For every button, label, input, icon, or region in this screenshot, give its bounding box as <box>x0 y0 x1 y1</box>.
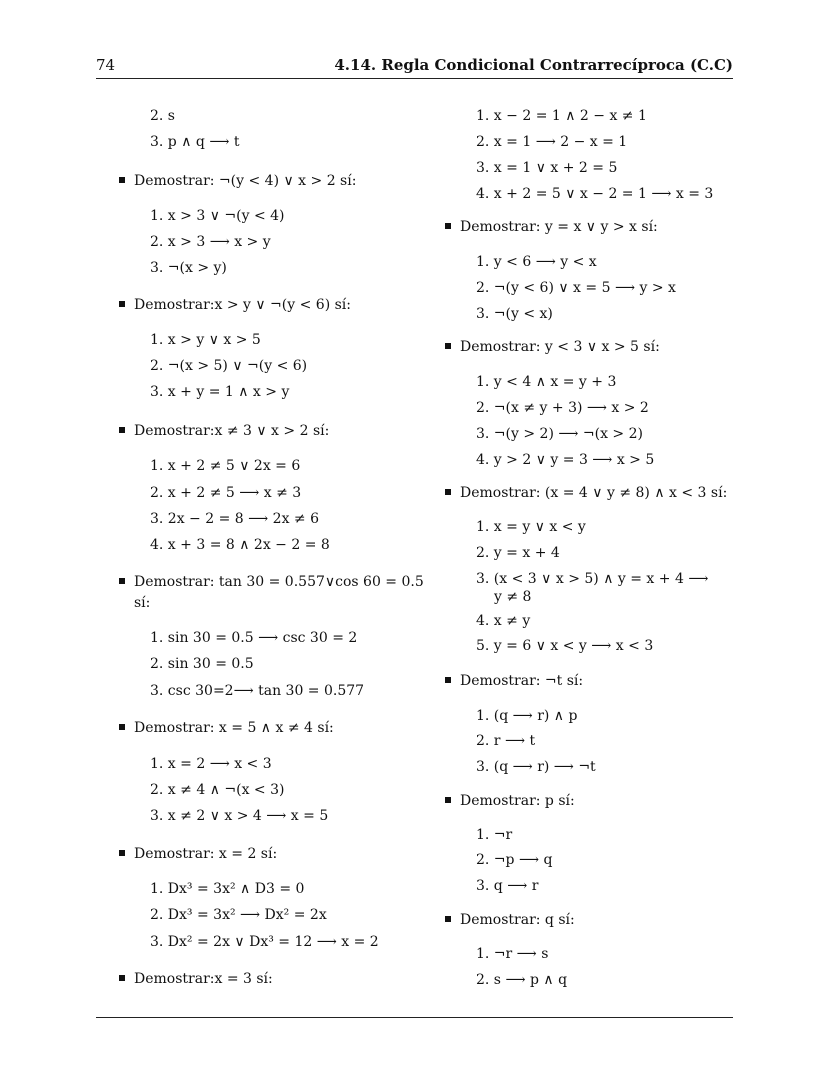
bullet-heading <box>445 911 575 929</box>
list-item: 2. s ⟶ p ∧ q <box>476 972 568 988</box>
list-item: 1. x = 2 ⟶ x < 3 <box>150 756 272 772</box>
bullet-text: Demostrar: y < 3 ∨ x > 5 sí: <box>460 339 660 355</box>
bullet-text: Demostrar: ¬(y < 4) ∨ x > 2 sí: <box>134 173 357 189</box>
list-item: 1. y < 4 ∧ x = y + 3 <box>476 374 617 390</box>
page-number: 74 <box>96 56 116 74</box>
list-item: 1. x > y ∨ x > 5 <box>150 332 261 348</box>
list-item: 3. x = 1 ∨ x + 2 = 5 <box>476 160 618 176</box>
bullet-heading <box>119 172 356 190</box>
bullet-text: Demostrar: tan 30 = 0.557∨cos 60 = 0.5 <box>134 574 424 590</box>
running-title: 4.14. Regla Condicional Contrarrecíproca (C.C) <box>334 56 733 74</box>
bullet-icon <box>119 975 125 981</box>
bullet-text: Demostrar: ¬t sí: <box>460 673 584 689</box>
bullet-heading <box>445 218 658 236</box>
bullet-icon <box>445 343 451 349</box>
list-item: 4. y > 2 ∨ y = 3 ⟶ x > 5 <box>476 452 655 468</box>
bullet-icon <box>445 489 451 495</box>
bullet-icon <box>445 797 451 803</box>
bullet-icon <box>445 916 451 922</box>
header-rule <box>96 78 733 79</box>
bullet-icon <box>119 177 125 183</box>
list-item: 3. p ∧ q ⟶ t <box>150 134 240 150</box>
list-item: 3. ¬(y < x) <box>476 306 553 322</box>
list-item: 2. y = x + 4 <box>476 545 560 561</box>
bullet-icon <box>119 724 125 730</box>
list-item: 3. Dx² = 2x ∨ Dx³ = 12 ⟶ x = 2 <box>150 934 379 950</box>
list-item: 4. x + 2 = 5 ∨ x − 2 = 1 ⟶ x = 3 <box>476 186 714 202</box>
bullet-icon <box>445 223 451 229</box>
list-item: 4. x ≠ y <box>476 613 531 629</box>
list-item: 3. ¬(y > 2) ⟶ ¬(x > 2) <box>476 426 643 442</box>
bullet-text: Demostrar: q sí: <box>460 912 575 928</box>
list-item: 1. x + 2 ≠ 5 ∨ 2x = 6 <box>150 458 301 474</box>
bullet-text: Demostrar: p sí: <box>460 793 575 809</box>
list-item: 1. y < 6 ⟶ y < x <box>476 254 597 270</box>
bullet-text: Demostrar: y = x ∨ y > x sí: <box>460 219 658 235</box>
list-item: 3. 2x − 2 = 8 ⟶ 2x ≠ 6 <box>150 511 319 527</box>
list-item: 3. q ⟶ r <box>476 878 539 894</box>
list-item: 1. (q ⟶ r) ∧ p <box>476 708 578 724</box>
bullet-heading <box>119 845 277 863</box>
list-item: 3. x + y = 1 ∧ x > y <box>150 384 290 400</box>
footer-rule <box>96 1017 733 1018</box>
bullet-heading <box>119 422 329 440</box>
bullet-heading <box>445 792 575 810</box>
bullet-icon <box>119 301 125 307</box>
list-item: 2. ¬p ⟶ q <box>476 852 553 868</box>
list-item: 2. ¬(x > 5) ∨ ¬(y < 6) <box>150 358 308 374</box>
list-item: 1. Dx³ = 3x² ∧ D3 = 0 <box>150 881 305 897</box>
bullet-text: Demostrar: x = 5 ∧ x ≠ 4 sí: <box>134 720 334 736</box>
bullet-icon <box>119 427 125 433</box>
bullet-heading <box>119 573 424 591</box>
bullet-text: Demostrar:x = 3 sí: <box>134 971 273 987</box>
list-item: 2. ¬(x ≠ y + 3) ⟶ x > 2 <box>476 400 649 416</box>
list-item-continued: y ≠ 8 <box>494 589 532 605</box>
bullet-icon <box>119 578 125 584</box>
list-item: 3. csc 30=2⟶ tan 30 = 0.577 <box>150 683 365 699</box>
bullet-heading <box>119 296 351 314</box>
page-header <box>96 56 733 78</box>
bullet-heading <box>445 484 727 502</box>
bullet-text: Demostrar: (x = 4 ∨ y ≠ 8) ∧ x < 3 sí: <box>460 485 728 501</box>
list-item: 1. x > 3 ∨ ¬(y < 4) <box>150 208 285 224</box>
list-item: 3. ¬(x > y) <box>150 260 227 276</box>
bullet-heading <box>119 970 273 988</box>
list-item: 2. x = 1 ⟶ 2 − x = 1 <box>476 134 628 150</box>
list-item: 1. ¬r <box>476 827 513 843</box>
list-item: 2. Dx³ = 3x² ⟶ Dx² = 2x <box>150 907 327 923</box>
list-item: 1. sin 30 = 0.5 ⟶ csc 30 = 2 <box>150 630 358 646</box>
list-item: 2. s <box>150 108 175 124</box>
bullet-icon <box>445 677 451 683</box>
list-item: 2. x ≠ 4 ∧ ¬(x < 3) <box>150 782 285 798</box>
list-item: 2. r ⟶ t <box>476 733 536 749</box>
list-item: 2. x + 2 ≠ 5 ⟶ x ≠ 3 <box>150 485 302 501</box>
bullet-text: Demostrar: x = 2 sí: <box>134 846 278 862</box>
bullet-text: Demostrar:x ≠ 3 ∨ x > 2 sí: <box>134 423 330 439</box>
list-item: 1. ¬r ⟶ s <box>476 946 549 962</box>
list-item: 2. ¬(y < 6) ∨ x = 5 ⟶ y > x <box>476 280 676 296</box>
list-item: 3. (x < 3 ∨ x > 5) ∧ y = x + 4 ⟶ <box>476 571 709 587</box>
list-item: 1. x − 2 = 1 ∧ 2 − x ≠ 1 <box>476 108 647 124</box>
bullet-heading <box>445 672 583 690</box>
bullet-heading <box>119 719 334 737</box>
list-item: 2. sin 30 = 0.5 <box>150 656 254 672</box>
list-item: 4. x + 3 = 8 ∧ 2x − 2 = 8 <box>150 537 330 553</box>
list-item: 3. x ≠ 2 ∨ x > 4 ⟶ x = 5 <box>150 808 329 824</box>
list-item: 3. (q ⟶ r) ⟶ ¬t <box>476 759 596 775</box>
list-item: 1. x = y ∨ x < y <box>476 519 586 535</box>
bullet-text-continued: sí: <box>134 595 151 611</box>
list-item: 5. y = 6 ∨ x < y ⟶ x < 3 <box>476 638 654 654</box>
bullet-text: Demostrar:x > y ∨ ¬(y < 6) sí: <box>134 297 351 313</box>
bullet-heading <box>445 338 660 356</box>
bullet-icon <box>119 850 125 856</box>
list-item: 2. x > 3 ⟶ x > y <box>150 234 271 250</box>
